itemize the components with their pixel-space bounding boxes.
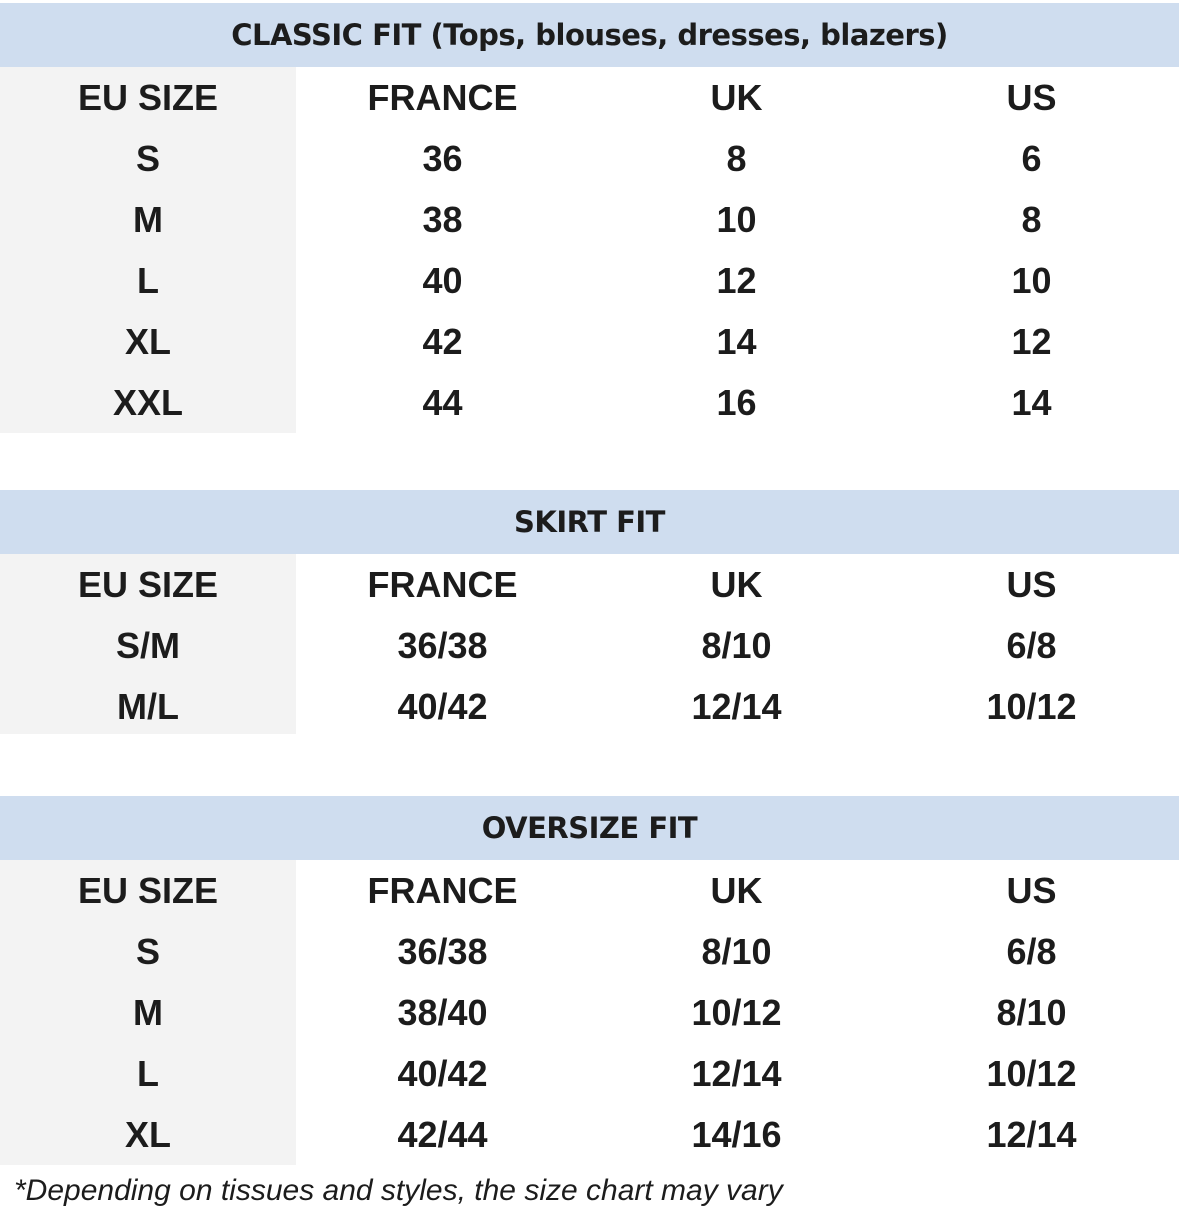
eu-size-cell: XL [124,320,171,362]
eu-size-cell: XXL [112,381,183,423]
us-cell: 10/12 [986,1052,1077,1094]
eu-size-cell: L [137,259,159,301]
france-cell: 44 [422,381,463,423]
uk-cell: 12/14 [691,685,782,727]
us-cell: 12/14 [986,1113,1077,1155]
eu-size-cell: M [133,991,163,1033]
uk-cell: 14 [716,320,757,362]
uk-cell: 8/10 [701,930,772,972]
header-us: US [1006,869,1057,911]
us-cell: 8 [1021,198,1042,240]
table-header-row [0,554,1179,615]
france-cell: 40/42 [397,1052,488,1094]
us-cell: 6 [1021,137,1042,179]
eu-size-cell: S/M [115,624,180,666]
france-cell: 36 [422,137,463,179]
eu-size-cell: S [135,930,160,972]
us-cell: 10 [1011,259,1052,301]
uk-cell: 16 [716,381,757,423]
table-row [0,982,1179,1043]
uk-cell: 8 [726,137,747,179]
header-eu-size: EU SIZE [77,76,219,118]
france-cell: 38 [422,198,463,240]
france-cell: 42 [422,320,463,362]
uk-cell: 12/14 [691,1052,782,1094]
france-cell: 36/38 [397,624,488,666]
uk-cell: 10/12 [691,991,782,1033]
table-row [0,372,1179,433]
table-row [0,615,1179,676]
classic-fit-table [0,67,1179,433]
header-france: FRANCE [367,869,518,911]
table-row [0,311,1179,372]
france-cell: 38/40 [397,991,488,1033]
oversize-fit-table [0,860,1179,1165]
us-cell: 12 [1011,320,1052,362]
france-cell: 40 [422,259,463,301]
header-us: US [1006,76,1057,118]
eu-size-cell: M/L [117,685,179,727]
header-uk: UK [710,76,763,118]
uk-cell: 12 [716,259,757,301]
header-france: FRANCE [367,76,518,118]
eu-size-cell: S [135,137,160,179]
header-us: US [1006,563,1057,605]
header-uk: UK [710,869,763,911]
us-cell: 6/8 [1006,930,1057,972]
oversize-fit-section [0,796,1179,1165]
uk-cell: 10 [716,198,757,240]
eu-size-cell: M [133,198,163,240]
header-eu-size: EU SIZE [77,563,219,605]
size-chart-footnote: *Depending on tissues and styles, the size chart may vary [14,1174,783,1207]
uk-cell: 8/10 [701,624,772,666]
classic-fit-section [0,3,1179,433]
us-cell: 14 [1011,381,1052,423]
skirt-fit-section [0,490,1179,734]
table-header-row [0,860,1179,921]
uk-cell: 14/16 [691,1113,782,1155]
skirt-fit-table [0,554,1179,734]
classic-fit-title: CLASSIC FIT (Tops, blouses, dresses, blazers) [0,3,1179,67]
france-cell: 42/44 [397,1113,488,1155]
us-cell: 10/12 [986,685,1077,727]
table-row [0,676,1179,737]
skirt-fit-title: SKIRT FIT [0,490,1179,554]
us-cell: 8/10 [996,991,1067,1033]
table-row [0,1043,1179,1104]
header-france: FRANCE [367,563,518,605]
header-eu-size: EU SIZE [77,869,219,911]
table-row [0,1104,1179,1165]
table-row [0,921,1179,982]
table-row [0,189,1179,250]
table-row [0,128,1179,189]
oversize-fit-title: OVERSIZE FIT [0,796,1179,860]
france-cell: 40/42 [397,685,488,727]
eu-size-cell: L [137,1052,159,1094]
table-header-row [0,67,1179,128]
us-cell: 6/8 [1006,624,1057,666]
table-row [0,250,1179,311]
eu-size-cell: XL [124,1113,171,1155]
header-uk: UK [710,563,763,605]
france-cell: 36/38 [397,930,488,972]
